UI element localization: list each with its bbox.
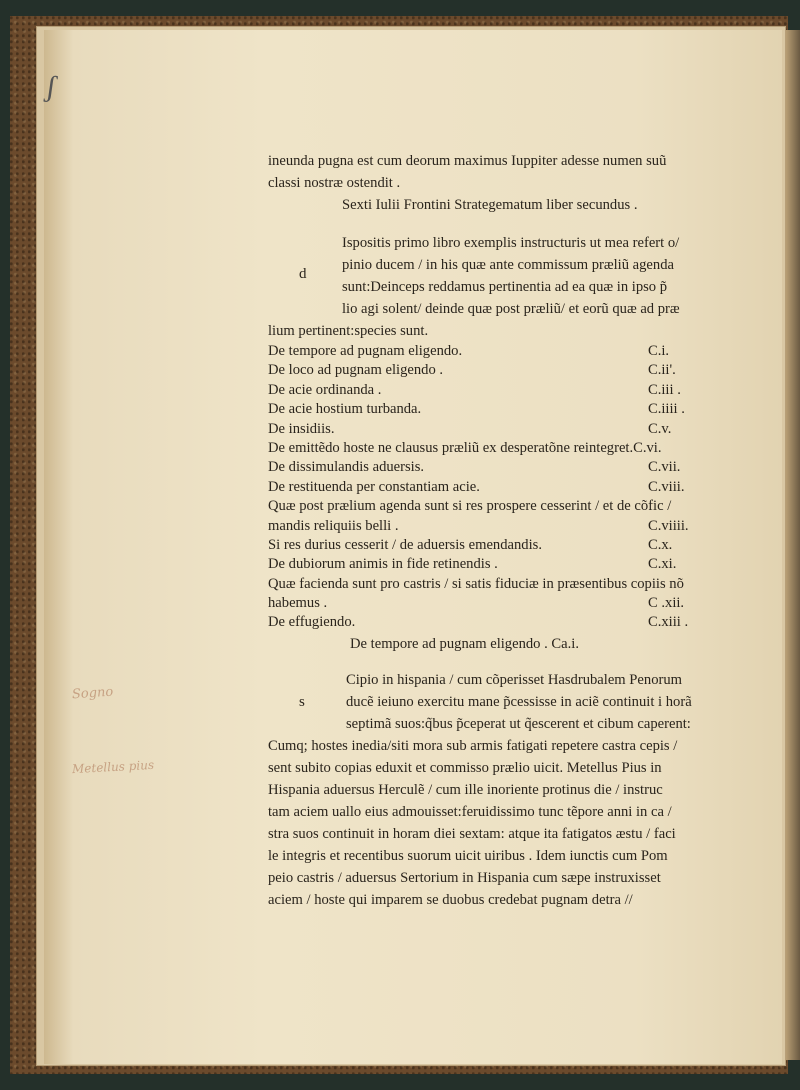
- toc-entry: [268, 478, 718, 497]
- toc-chapter: C.iii .: [648, 381, 681, 398]
- bookmark-thread: ʃ: [43, 69, 59, 104]
- guide-letter-s: s: [299, 694, 305, 710]
- toc-title: Quæ post prælium agenda sunt si res prospere cesserint / et de cõfic /: [268, 498, 672, 515]
- toc-chapter: C.vii.: [648, 459, 681, 476]
- toc-chapter: C.viii.: [648, 478, 685, 495]
- toc-entry: [268, 361, 718, 380]
- toc-chapter: C.xi.: [648, 556, 677, 573]
- body-line: septimã suos:q̃bus p̃ceperat ut q̃escerent et cibum caperent:: [346, 715, 691, 732]
- toc-title: Si res durius cesserit / de aduersis emendandis.: [268, 536, 542, 553]
- toc-chapter: C .xii.: [648, 595, 685, 612]
- toc-chapter: C.ii'.: [648, 362, 676, 379]
- marginal-note-lower: Metellus pius: [71, 757, 155, 777]
- chapter-body: [268, 669, 718, 911]
- body-line: sent subito copias eduxit et commisso prælio uicit. Metellus Pius in: [268, 759, 662, 776]
- toc-entry: [268, 575, 718, 594]
- body-line: tam aciem uallo eius admouisset:feruidissimo tunc tẽpore anni in ca /: [268, 803, 672, 820]
- toc-title: mandis reliquiis belli .: [268, 517, 399, 534]
- body-line: stra suos continuit in horam diei sextam: atque ita fatigatos æstu / faci: [268, 825, 676, 842]
- toc-entry: [268, 497, 718, 516]
- toc-entry: [268, 536, 718, 555]
- binding-fold: [786, 30, 800, 1060]
- toc-entry: [268, 555, 718, 574]
- intro-line: Ispositis primo libro exemplis instructuris ut mea refert o/: [342, 235, 680, 251]
- book-title: Sexti Iulii Frontini Strategematum liber secundus .: [342, 197, 638, 213]
- toc-entry: [268, 400, 718, 419]
- body-line: ducẽ ieiuno exercitu mane p̃cessisse in aciẽ continuit i horã: [346, 693, 692, 710]
- toc-title: De emittẽdo hoste ne clausus præliũ ex desperatõne reintegret.C.vi.: [268, 439, 662, 456]
- header-line: ineunda pugna est cum deorum maximus Iuppiter adesse numen suũ: [268, 153, 667, 169]
- intro-line: sunt:Deinceps reddamus pertinentia ad ea quæ in ipso p̃: [342, 279, 668, 295]
- intro-line: pinio ducem / in his quæ ante commissum præliũ agenda: [342, 257, 674, 273]
- toc-title: De dissimulandis aduersis.: [268, 459, 425, 476]
- toc-title: De tempore ad pugnam eligendo.: [268, 343, 463, 359]
- toc-entry: [268, 458, 718, 477]
- table-of-contents: [268, 342, 718, 633]
- body-line: le integris et recentibus suorum uicit uiribus . Idem iunctis cum Pom: [268, 847, 668, 864]
- toc-title: habemus .: [268, 595, 328, 612]
- toc-title: De restituenda per constantiam acie.: [268, 478, 480, 495]
- toc-entry: [268, 517, 718, 536]
- toc-chapter: C.iiii .: [648, 401, 685, 418]
- toc-entry: [268, 342, 718, 361]
- body-line: Cumq; hostes inedia/siti mora sub armis fatigati repetere castra cepis /: [268, 737, 678, 754]
- toc-title: De effugiendo.: [268, 614, 356, 631]
- toc-chapter: C.viiii.: [648, 517, 689, 534]
- body-line: peio castris / aduersus Sertorium in Hispania cum sæpe instruxisset: [268, 869, 661, 886]
- toc-title: Quæ facienda sunt pro castris / si satis fiduciæ in præsentibus copiis nõ: [268, 575, 684, 592]
- toc-chapter: C.x.: [648, 536, 673, 553]
- toc-chapter: C.i.: [648, 343, 670, 359]
- toc-title: De loco ad pugnam eligendo .: [268, 362, 444, 379]
- toc-title: De acie ordinanda .: [268, 381, 382, 398]
- body-line: aciem / hoste qui imparem se duobus credebat pugnam detra //: [268, 891, 633, 908]
- marginal-note-upper: Sogno: [71, 684, 114, 703]
- toc-entry: [268, 594, 718, 613]
- toc-chapter: C.xiii .: [648, 614, 689, 631]
- guide-letter-d: d: [299, 266, 307, 282]
- toc-title: De insidiis.: [268, 420, 335, 437]
- header-line: classi nostræ ostendit .: [268, 175, 401, 191]
- toc-title: De dubiorum animis in fide retinendis .: [268, 556, 498, 573]
- toc-entry: [268, 613, 718, 632]
- toc-entry: [268, 420, 718, 439]
- toc-entry: [268, 439, 718, 458]
- intro-line: lium pertinent:species sunt.: [268, 323, 429, 339]
- intro-line: lio agi solent/ deinde quæ post præliũ/ et eorũ quæ ad præ: [342, 301, 680, 317]
- body-line: Cipio in hispania / cum cõperisset Hasdrubalem Penorum: [346, 671, 682, 688]
- toc-chapter: C.v.: [648, 420, 672, 437]
- toc-entry: [268, 381, 718, 400]
- body-line: Hispania aduersus Herculẽ / cum ille inoriente protinus die / instruc: [268, 781, 663, 798]
- chapter-heading: De tempore ad pugnam eligendo . Ca.i.: [350, 635, 579, 652]
- page-text: [268, 150, 718, 911]
- toc-title: De acie hostium turbanda.: [268, 401, 422, 418]
